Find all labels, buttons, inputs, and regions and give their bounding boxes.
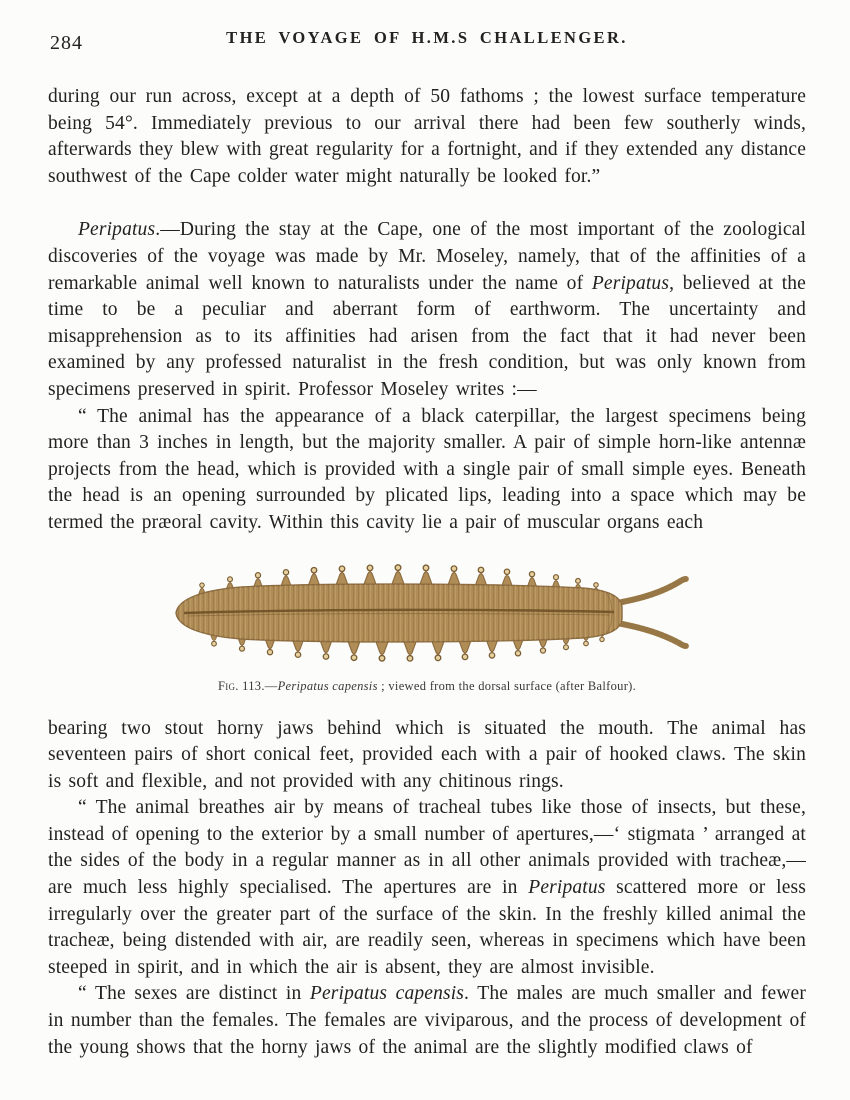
figure-113 <box>157 557 697 694</box>
text-column <box>48 84 806 537</box>
paragraph-sexes: “ The sexes are distinct in Peripatus capensis. The males are much smaller and fewer in number than the females. The females are viviparous, and the process of development of the young shows that the horny jaws of the animal are the slightly modified claws of <box>48 983 806 1058</box>
paragraph-appearance: “ The animal has the appearance of a black caterpillar, the largest specimens being more than 3 inches in length, but the majority smaller. A pair of simple horn-like antennæ projects from the head, which is provided with a single pair of small simple eyes. Beneath the head is an opening surrounded by plicated lips, leading into a space which may be termed the præoral cavity. Within this cavity lie a pair of muscular organs each <box>48 405 806 533</box>
figure-caption: Fig. 113.—Peripatus capensis ; viewed from the dorsal surface (after Balfour). <box>217 678 637 693</box>
peripatus-illustration <box>162 557 692 669</box>
page-header <box>48 26 806 60</box>
running-title: THE VOYAGE OF H.M.S CHALLENGER. <box>226 28 628 47</box>
page-number: 284 <box>50 32 83 54</box>
peripatus-antennae <box>617 579 686 646</box>
peripatus-body <box>176 584 622 642</box>
paragraph-tracheae: “ The animal breathes air by means of tracheal tubes like those of insects, but these, instead of opening to the exterior by a small number of apertures,—‘ stigmata ’ arranged at the sides of the body in a regular manner as in all other animals provided with tracheæ,— are much less highly specialised. The apertures are in Peripatus scattered more or less irregularly over the greater part of the surface of the skin. In the freshly killed animal the tracheæ, being distended with air, are readily seen, whereas in specimens which have been steeped in spirit, and in which the air is absent, they are almost invisible. <box>48 797 806 978</box>
text-column-lower <box>48 716 806 1062</box>
paragraph-jaws: bearing two stout horny jaws behind which is situated the mouth. The animal has seventeen pairs of short conical feet, provided each with a pair of hooked claws. The skin is soft and flexible, and not provided with any chitinous rings. <box>48 717 806 792</box>
paragraph-peripatus-intro: Peripatus.—During the stay at the Cape, one of the most important of the zoological discoveries of the voyage was made by Mr. Moseley, namely, that of the affinities of a remarkable animal well known to naturalists under the name of Peripatus, believed at the time to be a peculiar and aberrant form of earthworm. The uncertainty and misapprehension as to its affinities had arisen from the fact that it had never been examined by any professed naturalist in the fresh condition, but was only known from specimens preserved in spirit. Professor Moseley writes :— <box>48 219 806 400</box>
paragraph-temperature: during our run across, except at a depth of 50 fathoms ; the lowest surface temperature being 54°. Immediately previous to our arrival there had been few southerly winds, afterwards they blew with great regularity for a fortnight, and if they extended any distance southwest of the Cape colder water might naturally be looked for.” <box>48 86 806 187</box>
